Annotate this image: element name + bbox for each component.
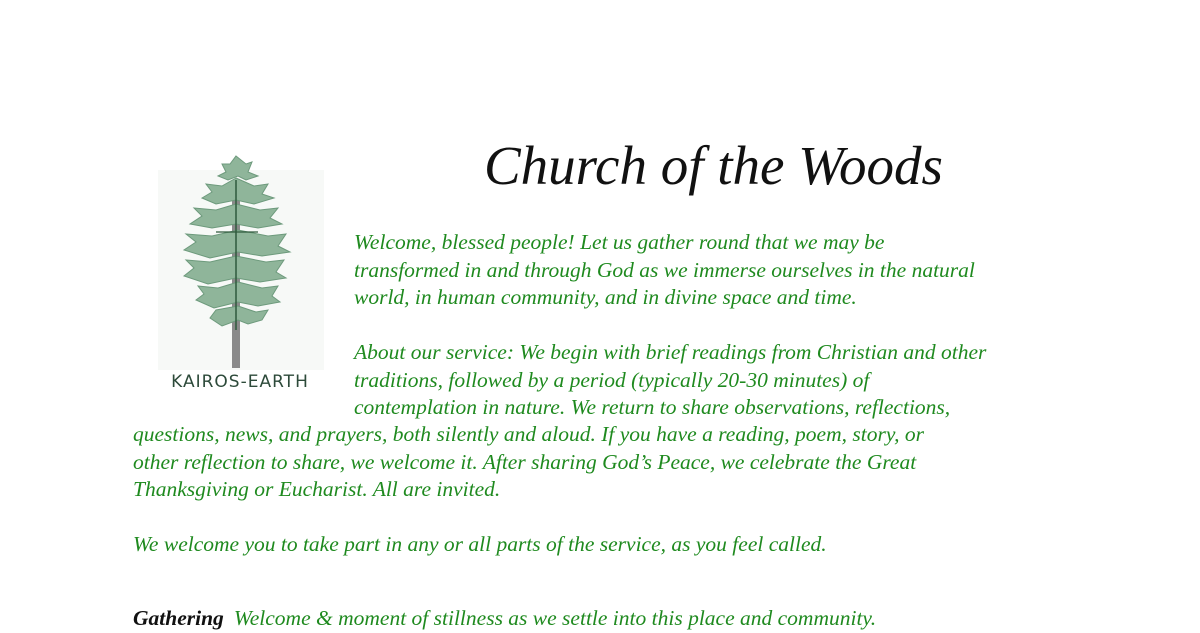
- page-title: Church of the Woods: [484, 135, 943, 196]
- about-line: other reflection to share, we welcome it. After sharing God’s Peace, we celebrate the Great: [133, 449, 917, 474]
- pine-tree-icon: [150, 150, 330, 372]
- welcome-line: world, in human community, and in divine space and time.: [354, 285, 857, 309]
- about-line: contemplation in nature. We return to share observations, reflections,: [354, 395, 951, 419]
- welcome-paragraph: [354, 229, 975, 312]
- about-line: traditions, followed by a period (typically 20-30 minutes) of: [354, 367, 870, 392]
- about-paragraph-full: [133, 421, 924, 504]
- kairos-earth-logo: [150, 150, 330, 405]
- gathering-label: Gathering: [133, 606, 224, 630]
- about-line: questions, news, and prayers, both silently and aloud. If you have a reading, poem, story, or: [133, 422, 925, 446]
- gathering-section: [133, 605, 876, 633]
- welcome-line: Welcome, blessed people! Let us gather round that we may be: [354, 230, 885, 254]
- invitation-paragraph: We welcome you to take part in any or all parts of the service, as you feel called.: [133, 532, 827, 556]
- gathering-description: Welcome & moment of stillness as we settle into this place and community.: [233, 606, 877, 630]
- welcome-line: transformed in and through God as we immerse ourselves in the natural: [354, 257, 975, 282]
- about-line: Thanksgiving or Eucharist. All are invited.: [133, 477, 501, 501]
- logo-wordmark: KAIROS-EARTH: [171, 372, 309, 392]
- about-line: About our service: We begin with brief readings from Christian and other: [354, 340, 987, 364]
- about-paragraph-indented: [354, 339, 986, 422]
